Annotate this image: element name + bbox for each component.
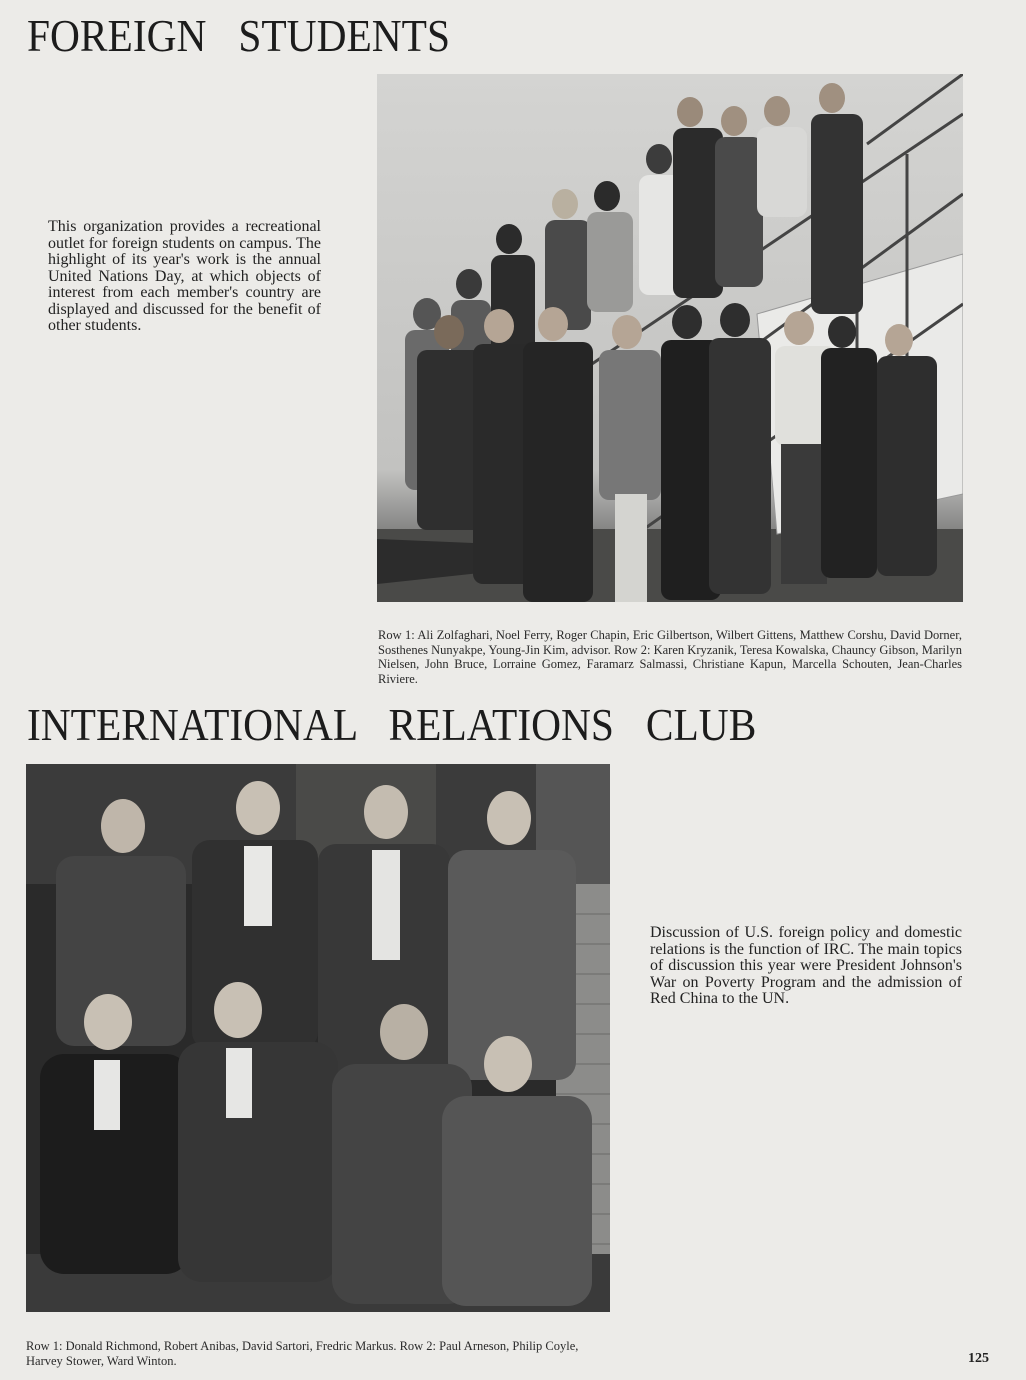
foreign-students-heading: FOREIGN STUDENTS (27, 10, 450, 61)
foreign-students-group-photo (377, 74, 963, 602)
irc-heading: INTERNATIONAL RELATIONS CLUB (27, 699, 757, 750)
page-number: 125 (968, 1351, 989, 1366)
foreign-students-caption: Row 1: Ali Zolfaghari, Noel Ferry, Roger Chapin, Eric Gilbertson, Wilbert Gittens, Matthew Corshu, David Dorner, Sosthenes Nunyakpe, Young-Jin Kim, advisor. Row 2: Karen Kryzanik, Teresa Kowalska, Chauncy Gibson, Marilyn Nielsen, John Bruce, Lorraine Gomez, Faramarz Salmassi, Christiane Kapun, Marcella Schouten, Jean-Charles Riviere. (378, 628, 962, 686)
foreign-students-description: This organization provides a recreational outlet for foreign students on campus. The highlight of its year's work is the annual United Nations Day, at which objects of interest from each member's country are displayed and discussed for the benefit of other students. (48, 218, 321, 334)
irc-group-photo (26, 764, 610, 1312)
irc-caption: Row 1: Donald Richmond, Robert Anibas, David Sartori, Fredric Markus. Row 2: Paul Arneson, Philip Coyle, Harvey Stower, Ward Winton. (26, 1339, 579, 1368)
irc-description: Discussion of U.S. foreign policy and domestic relations is the function of IRC. The main topics of discussion this year were President Johnson's War on Poverty Program and the admission of Red China to the UN. (650, 924, 962, 1007)
